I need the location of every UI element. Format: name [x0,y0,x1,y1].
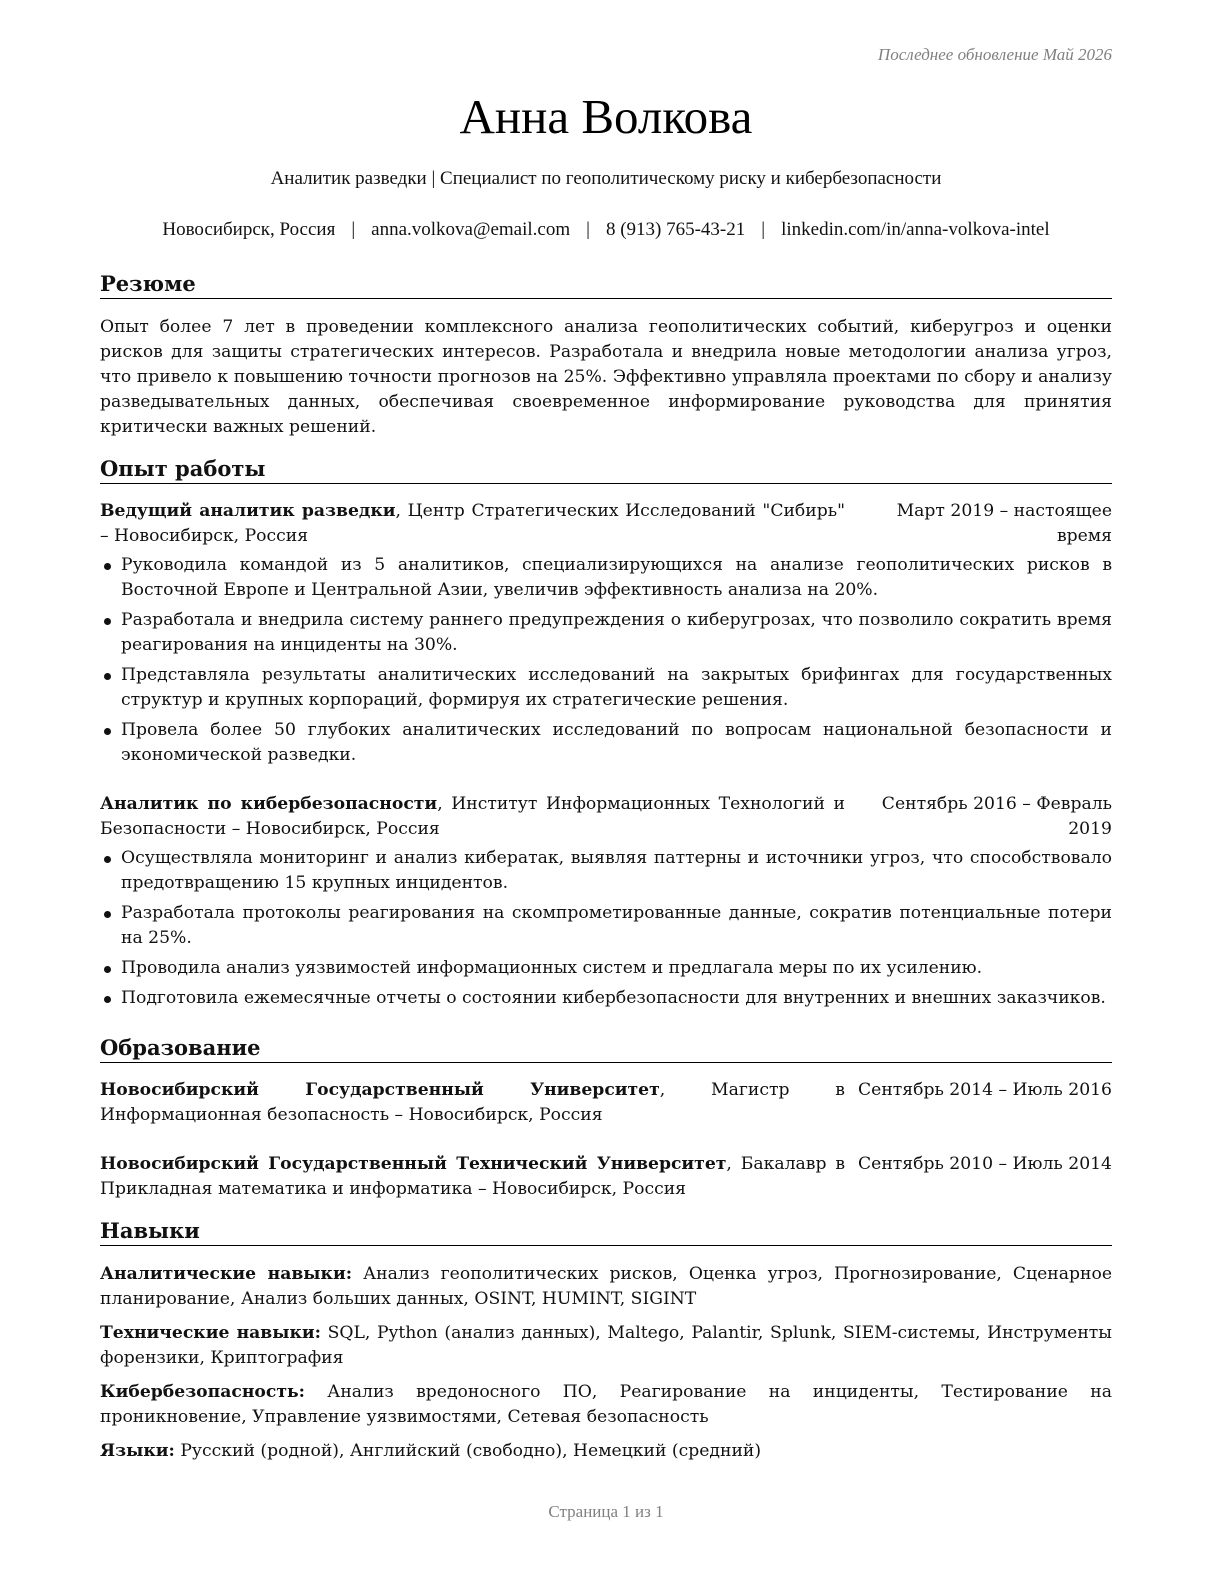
contact-separator: | [351,219,356,240]
education-dates: Сентябрь 2010 – Июль 2014 [858,1154,1112,1174]
skill-value: SQL, Python (анализ данных), Maltego, Palantir, Splunk, SIEM-системы, Инструменты форензики, Криптография [100,1323,1112,1368]
job-org: , Институт Информационных Технологий и Безопасности – Новосибирск, Россия [100,794,845,839]
last-updated-note: Последнее обновление Май 2026 [877,45,1112,64]
skill-line [100,1380,1112,1430]
skill-value: Русский (родной), Английский (свободно), Немецкий (средний) [174,1441,762,1461]
achievement-item: Представляла результаты аналитических исследований на закрытых брифингах для государственных структур и крупных корпораций, формируя их стратегические решения. [100,663,1112,713]
job-title-line [100,499,845,549]
contact-separator: | [586,219,590,240]
skill-line [100,1439,1112,1464]
achievement-item: Провела более 50 глубоких аналитических исследований по вопросам национальной безопасности и экономической разведки. [100,718,1112,768]
job-dates: Сентябрь 2016 – Февраль 2019 [881,794,1112,839]
skill-value: Анализ геополитических рисков, Оценка угроз, Прогнозирование, Сценарное планирование, Анализ больших данных, OSINT, HUMINT, SIGINT [100,1264,1112,1309]
job-achievements [100,553,1112,768]
job-title-line [100,792,845,842]
section-title-summary: Резюме [100,271,1112,299]
achievement-item: Подготовила ежемесячные отчеты о состоянии кибербезопасности для внутренних и внешних заказчиков. [100,986,1112,1011]
job-entry [100,792,1112,1016]
job-org: , Центр Стратегических Исследований "Сибирь" – Новосибирск, Россия [100,501,845,546]
education-degree: , Бакалавр в Прикладная математика и информатика – Новосибирск, Россия [100,1154,845,1199]
achievement-item: Проводила анализ уязвимостей информационных систем и предлагала меры по их усилению. [100,956,1112,981]
job-entry [100,499,1112,773]
job-dates: Март 2019 – настоящее время [896,501,1112,546]
skill-label: Аналитические навыки: [100,1264,353,1284]
skill-line [100,1262,1112,1312]
job-role: Ведущий аналитик разведки [100,501,396,521]
education-degree: , Магистр в Информационная безопасность – Новосибирск, Россия [100,1080,845,1125]
achievement-item: Осуществляла мониторинг и анализ кибератак, выявляя паттерны и источники угроз, что способствовало предотвращению 15 крупных инцидентов. [100,846,1112,896]
skill-label: Технические навыки: [100,1323,321,1343]
headline: Аналитик разведки | Специалист по геополитическому риску и кибербезопасности [270,168,942,189]
skill-line [100,1321,1112,1371]
education-line [100,1078,845,1128]
achievement-item: Руководила командой из 5 аналитиков, специализирующихся на анализе геополитических рисков в Восточной Европе и Центральной Азии, увеличив эффективность анализа на 20%. [100,553,1112,603]
section-title-experience: Опыт работы [100,456,1112,484]
education-school: Новосибирский Государственный Университет [100,1080,660,1100]
section-title-skills: Навыки [100,1218,1112,1246]
education-school: Новосибирский Государственный Технический Университет [100,1154,727,1174]
education-entry [100,1152,1112,1202]
contact-line [0,219,1212,241]
candidate-name: Анна Волкова [459,89,753,144]
contact-phone: 8 (913) 765-43-21 [605,219,746,240]
education-header [100,1152,1112,1202]
job-achievements [100,846,1112,1011]
page-number: Страница 1 из 1 [548,1502,664,1521]
skill-value: Анализ вредоносного ПО, Реагирование на инциденты, Тестирование на проникновение, Управление уязвимостями, Сетевая безопасность [100,1382,1112,1427]
section-title-education: Образование [100,1035,1112,1063]
education-dates: Сентябрь 2014 – Июль 2016 [858,1080,1112,1100]
skills-list [100,1262,1112,1473]
job-role: Аналитик по кибербезопасности [100,794,438,814]
job-header [100,499,1112,549]
education-entry [100,1078,1112,1128]
contact-separator: | [761,219,766,240]
contact-linkedin: linkedin.com/in/anna-volkova-intel [781,219,1050,240]
achievement-item: Разработала протоколы реагирования на скомпрометированные данные, сократив потенциальные потери на 25%. [100,901,1112,951]
skill-label: Языки: [100,1441,175,1461]
contact-email: anna.volkova@email.com [371,219,571,240]
skill-label: Кибербезопасность: [100,1382,305,1402]
contact-city: Новосибирск, Россия [162,219,336,240]
achievement-item: Разработала и внедрила систему раннего предупреждения о киберугрозах, что позволило сократить время реагирования на инциденты на 30%. [100,608,1112,658]
education-header [100,1078,1112,1128]
summary-text: Опыт более 7 лет в проведении комплексного анализа геополитических событий, киберугроз и оценки рисков для защиты стратегических интересов. Разработала и внедрила новые методологии анализа угроз, что привело к повышению точности прогнозов на 25%. Эффективно управляла проектами по сбору и анализу разведывательных данных, обеспечивая своевременное информирование руководства для принятия критически важных решений. [100,317,1112,437]
job-header [100,792,1112,842]
education-line [100,1152,845,1202]
